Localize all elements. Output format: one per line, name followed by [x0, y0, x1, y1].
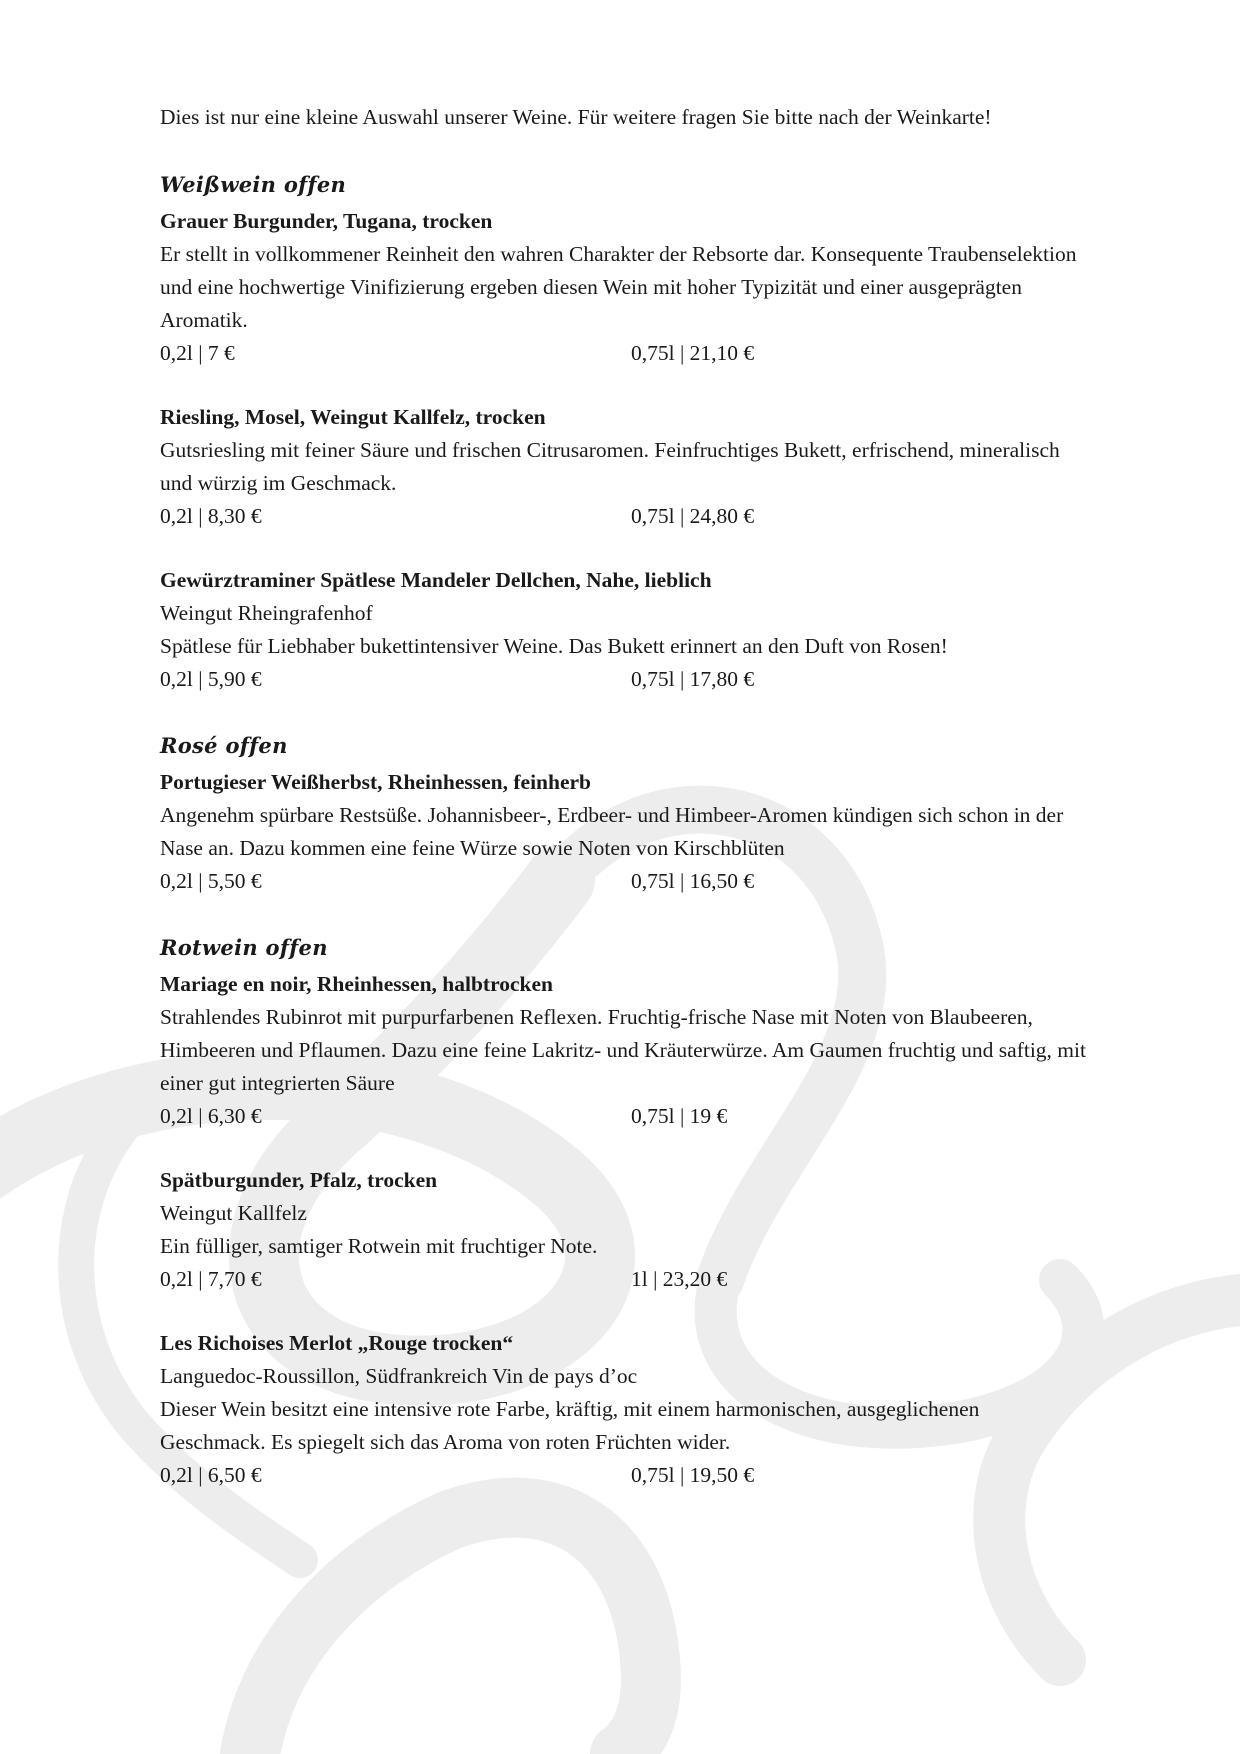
price-row — [160, 1263, 1090, 1296]
price-bottle: 0,75l | 16,50 € — [631, 869, 755, 893]
wine-name: Gewürztraminer Spätlese Mandeler Dellchen, Nahe, lieblich — [160, 568, 712, 592]
price-small-glass: 0,2l | 8,30 € — [160, 504, 262, 528]
price-small-glass: 0,2l | 6,50 € — [160, 1463, 262, 1487]
wine-item-mariage-en-noir — [160, 968, 1090, 1133]
wine-origin: Languedoc-Roussillon, Südfrankreich Vin de pays d’oc — [160, 1364, 638, 1388]
wine-name: Grauer Burgunder, Tugana, trocken — [160, 209, 493, 233]
wine-item-riesling — [160, 401, 1090, 533]
wine-producer: Weingut Rheingrafenhof — [160, 601, 373, 625]
price-small-glass: 0,2l | 7 € — [160, 341, 235, 365]
intro-text: Dies ist nur eine kleine Auswahl unserer Weine. Für weitere fragen Sie bitte nach der Weinkarte! — [160, 105, 992, 129]
section-rose — [160, 732, 1090, 898]
price-row — [160, 1459, 1090, 1492]
price-bottle: 1l | 23,20 € — [631, 1267, 728, 1291]
wine-item-gewuerztraminer — [160, 564, 1090, 696]
wine-producer: Weingut Kallfelz — [160, 1201, 307, 1225]
price-bottle: 0,75l | 19,50 € — [631, 1463, 755, 1487]
price-bottle: 0,75l | 19 € — [631, 1104, 728, 1128]
price-small-glass: 0,2l | 5,50 € — [160, 869, 262, 893]
price-small-glass: 0,2l | 5,90 € — [160, 667, 262, 691]
price-row — [160, 500, 1090, 533]
price-bottle: 0,75l | 21,10 € — [631, 341, 755, 365]
wine-name: Spätburgunder, Pfalz, trocken — [160, 1168, 438, 1192]
section-heading-rotwein: Rotwein offen — [160, 935, 328, 960]
price-row — [160, 865, 1090, 898]
section-heading-rose: Rosé offen — [160, 733, 288, 758]
wine-description: Spätlese für Liebhaber bukettintensiver Weine. Das Bukett erinnert an den Duft von Rosen! — [160, 634, 948, 658]
wine-description: Gutsriesling mit feiner Säure und frischen Citrusaromen. Feinfruchtiges Bukett, erfrischend, mineralisch und würzig im Geschmack. — [160, 438, 1060, 495]
wine-name: Riesling, Mosel, Weingut Kallfelz, trocken — [160, 405, 546, 429]
wine-name: Portugieser Weißherbst, Rheinhessen, feinherb — [160, 770, 591, 794]
wine-description: Dieser Wein besitzt eine intensive rote Farbe, kräftig, mit einem harmonischen, ausgeglichenen Geschmack. Es spiegelt sich das Aroma von roten Früchten wider. — [160, 1397, 980, 1454]
price-bottle: 0,75l | 24,80 € — [631, 504, 755, 528]
price-small-glass: 0,2l | 6,30 € — [160, 1104, 262, 1128]
price-bottle: 0,75l | 17,80 € — [631, 667, 755, 691]
wine-name: Les Richoises Merlot „Rouge trocken“ — [160, 1331, 514, 1355]
price-small-glass: 0,2l | 7,70 € — [160, 1267, 262, 1291]
price-row — [160, 1100, 1090, 1133]
wine-item-grauer-burgunder — [160, 205, 1090, 370]
wine-item-les-richoises-merlot — [160, 1327, 1090, 1492]
wine-description: Ein fülliger, samtiger Rotwein mit fruchtiger Note. — [160, 1234, 598, 1258]
wine-description: Angenehm spürbare Restsüße. Johannisbeer-, Erdbeer- und Himbeer-Aromen kündigen sich schon in der Nase an. Dazu kommen eine feine Würze sowie Noten von Kirschblüten — [160, 803, 1064, 860]
wine-description: Strahlendes Rubinrot mit purpurfarbenen Reflexen. Fruchtig-frische Nase mit Noten von Blaubeeren, Himbeeren und Pflaumen. Dazu eine feine Lakritz- und Kräuterwürze. Am Gaumen fruchtig und saftig, mit einer gut integrierten Säure — [160, 1005, 1086, 1095]
wine-name: Mariage en noir, Rheinhessen, halbtrocken — [160, 972, 553, 996]
section-weisswein — [160, 171, 1090, 696]
wine-menu-page — [160, 100, 1090, 1523]
price-row — [160, 663, 1090, 696]
section-rotwein — [160, 934, 1090, 1492]
price-row — [160, 337, 1090, 370]
wine-description: Er stellt in vollkommener Reinheit den wahren Charakter der Rebsorte dar. Konsequente Traubenselektion und eine hochwertige Vinifizierung ergeben diesen Wein mit hoher Typizität und einer ausgeprägten Aromatik. — [160, 242, 1077, 332]
wine-item-spaetburgunder — [160, 1164, 1090, 1296]
section-heading-weisswein: Weißwein offen — [160, 172, 347, 197]
wine-item-portugieser — [160, 766, 1090, 898]
